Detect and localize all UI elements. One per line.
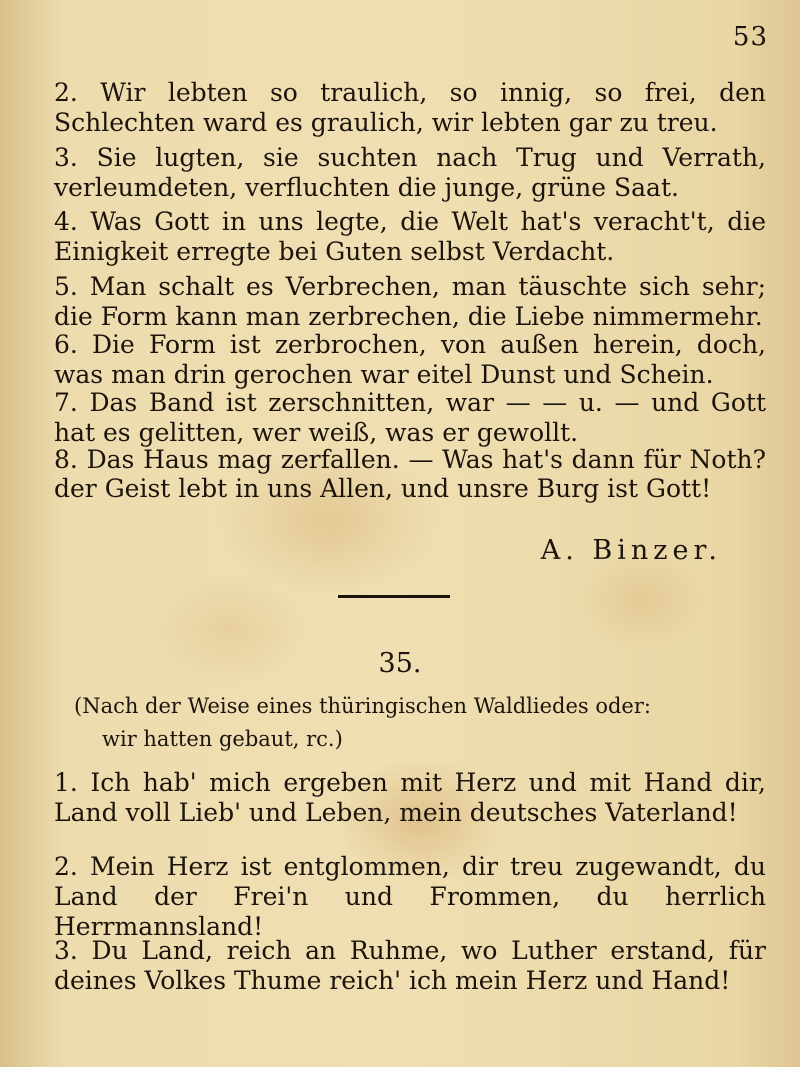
stanza-5: 5. Man schalt es Verbrechen, man täuschte sich sehr; die Form kann man zerbrechen, die Liebe nimmermehr. (54, 272, 766, 331)
page-number: 53 (732, 22, 768, 52)
song-intro-line-1: (Nach der Weise eines thüringischen Waldliedes oder: (74, 694, 651, 718)
song-number: 35. (378, 648, 422, 679)
section-divider (338, 595, 450, 598)
song-stanza-3: 3. Du Land, reich an Ruhme, wo Luther erstand, für deines Volkes Thume reich' ich mein Herz und Hand! (54, 936, 766, 995)
song-intro (74, 690, 766, 756)
stanza-7: 7. Das Band ist zerschnitten, war — — u. — und Gott hat es gelitten, wer weiß, was er gewollt. (54, 388, 766, 447)
author-signature: A. Binzer. (540, 535, 722, 566)
song-stanza-2: 2. Mein Herz ist entglommen, dir treu zugewandt, du Land der Frei'n und Frommen, du herrlich Herrmannsland! (54, 852, 766, 941)
stanza-4: 4. Was Gott in uns legte, die Welt hat's veracht't, die Einigkeit erregte bei Guten selbst Verdacht. (54, 207, 766, 266)
song-stanza-1: 1. Ich hab' mich ergeben mit Herz und mit Hand dir, Land voll Lieb' und Leben, mein deutsches Vaterland! (54, 768, 766, 827)
stanza-8: 8. Das Haus mag zerfallen. — Was hat's dann für Noth? der Geist lebt in uns Allen, und unsre Burg ist Gott! (54, 445, 766, 503)
song-intro-line-2: wir hatten gebaut, rc.) (102, 727, 343, 751)
stanza-2: 2. Wir lebten so traulich, so innig, so frei, den Schlechten ward es graulich, wir lebten gar zu treu. (54, 78, 766, 137)
stanza-6: 6. Die Form ist zerbrochen, von außen herein, doch, was man drin gerochen war eitel Dunst und Schein. (54, 330, 766, 389)
stanza-3: 3. Sie lugten, sie suchten nach Trug und Verrath, verleumdeten, verfluchten die junge, grüne Saat. (54, 143, 766, 202)
